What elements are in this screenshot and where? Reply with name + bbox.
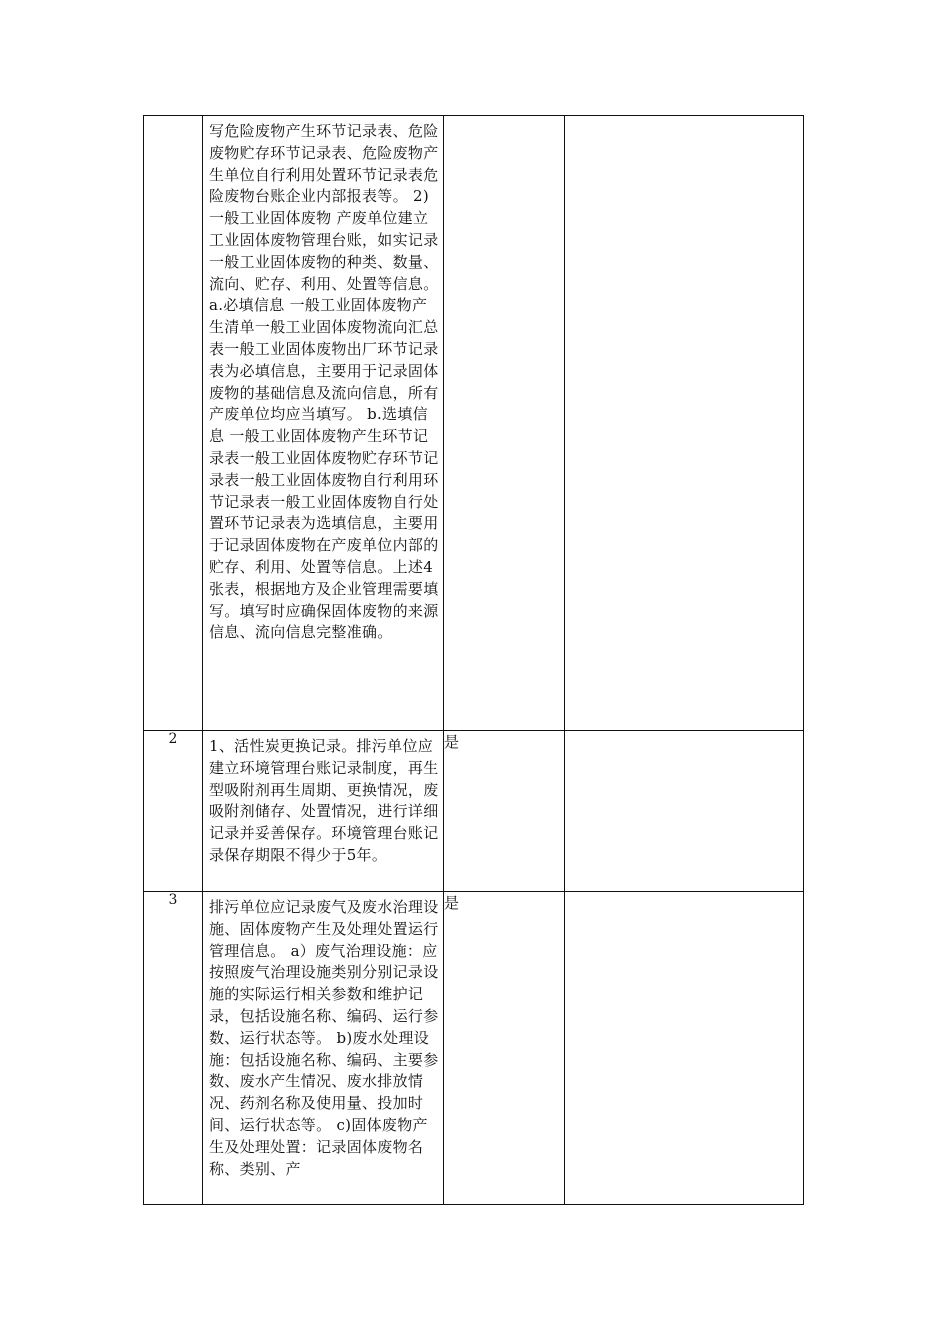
row-content-text: 1、活性炭更换记录。排污单位应建立环境管理台账记录制度，再生型吸附剂再生周期、更换情况，废吸附剂储存、处置情况，进行详细记录并妥善保存。环境管理台账记录保存期限不得少于5年。 (209, 737, 439, 864)
row-remark-cell (565, 116, 804, 731)
row-remark-cell (565, 892, 804, 1205)
row-status-cell: 是 (444, 892, 565, 1205)
checklist-table (143, 115, 804, 1205)
row-index-cell (144, 116, 203, 731)
table-row (144, 731, 804, 892)
row-content-cell (203, 892, 444, 1205)
table-row (144, 116, 804, 731)
row-index-cell: 2 (144, 731, 203, 892)
table-row (144, 892, 804, 1205)
row-index-cell: 3 (144, 892, 203, 1205)
row-remark-cell (565, 731, 804, 892)
row-status-cell (444, 116, 565, 731)
row-content-cell (203, 116, 444, 731)
row-content-text: 排污单位应记录废气及废水治理设施、固体废物产生及处理处置运行管理信息。 a）废气治理设施：应按照废气治理设施类别分别记录设施的实际运行相关参数和维护记录，包括设施名称、编码、运行参数、运行状态等。 b)废水处理设施：包括设施名称、编码、主要参数、废水产生情况、废水排放情况、药剂名称及使用量、投加时间、运行状态等。 c)固体废物产生及处理处置：记录固体废物名称、类别、产 (209, 898, 439, 1178)
row-status-cell: 是 (444, 731, 565, 892)
row-content-text: 写危险废物产生环节记录表、危险废物贮存环节记录表、危险废物产生单位自行利用处置环节记录表危险废物台账企业内部报表等。 2)一般工业固体废物 产废单位建立工业固体废物管理台账，如实记录一般工业固体废物的种类、数量、流向、贮存、利用、处置等信息。 a.必填信息 一般工业固体废物产生清单一般工业固体废物流向汇总表一般工业固体废物出厂环节记录表为必填信息，主要用于记录固体废物的基础信息及流向信息，所有产废单位均应当填写。 b.选填信息 一般工业固体废物产生环节记录表一般工业固体废物贮存环节记录表一般工业固体废物自行利用环节记录表一般工业固体废物自行处置环节记录表为选填信息，主要用于记录固体废物在产废单位内部的贮存、利用、处置等信息。上述4张表，根据地方及企业管理需要填写。填写时应确保固体废物的来源信息、流向信息完整准确。 (209, 122, 439, 642)
row-content-cell (203, 731, 444, 892)
